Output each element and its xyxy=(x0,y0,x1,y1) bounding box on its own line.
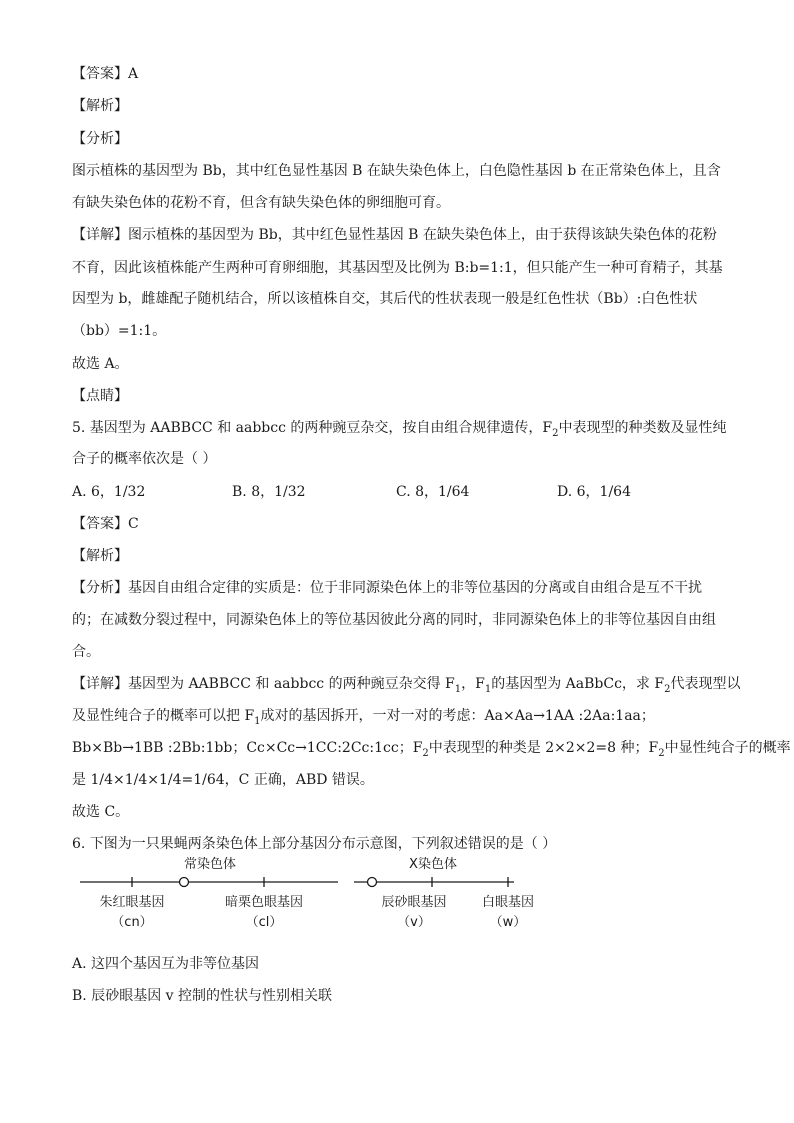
autosome-centromere xyxy=(180,878,189,887)
option-a: A. 6，1/32 xyxy=(72,484,146,500)
question-5-stem-cont: 合子的概率依次是（ ） xyxy=(72,451,217,467)
text-line: 的；在减数分裂过程中，同源染色体上的等位基因彼此分离的同时，非同源染色体上的非等位基因自由组 xyxy=(72,612,716,628)
gene-w-label: 白眼基因 xyxy=(481,895,535,910)
x-chromosome-centromere xyxy=(368,878,377,887)
conclusion-5: 故选 C。 xyxy=(72,804,130,820)
answer-label-5: 【答案】C xyxy=(72,516,139,532)
text-line: 不育，因此该植株能产生两种可育卵细胞，其基因型及比例为 B:b=1:1，但只能产生一种可育精子，其基 xyxy=(72,260,723,276)
question-5-stem: 5. 基因型为 AABBCC 和 aabbcc 的两种豌豆杂交，按自由组合规律遗传，$F_2$中表现型的种类数及显性纯 xyxy=(72,420,727,439)
text-line: 有缺失染色体的花粉不育，但含有缺失染色体的卵细胞可育。 xyxy=(72,195,450,211)
question-6-option-b: B. 辰砂眼基因 v 控制的性状与性别相关联 xyxy=(72,988,332,1004)
text-line: 图示植株的基因型为 Bb，其中红色显性基因 B 在缺失染色体上，白色隐性基因 b 在正常染色体上，且含 xyxy=(72,163,721,179)
gene-v-symbol: （v） xyxy=(397,915,431,930)
text-line: 是 1/4×1/4×1/4=1/64，C 正确，ABD 错误。 xyxy=(72,772,374,788)
chromosome-diagram xyxy=(76,848,536,938)
gene-w-symbol: （w） xyxy=(489,915,527,930)
analysis-label-5: 【解析】 xyxy=(72,548,128,564)
detail-label-5: 【详解】基因型为 AABBCC 和 aabbcc 的两种豌豆杂交得 $F_1$，$F_1$的基因型为 AaBbCc，求 $F_2$代表现型以 xyxy=(72,676,741,695)
gene-cl-symbol: （cl） xyxy=(245,915,283,930)
analysis-label-4: 【解析】 xyxy=(72,98,128,114)
question-6-stem: 6. 下图为一只果蝇两条染色体上部分基因分布示意图，下列叙述错误的是（ ） xyxy=(72,836,557,852)
detail-label-4: 【详解】图示植株的基因型为 Bb，其中红色显性基因 B 在缺失染色体上，由于获得该缺失染色体的花粉 xyxy=(72,227,717,243)
text-line: Bb×Bb→1BB :2Bb:1bb；Cc×Cc→1CC:2Cc:1cc；$F_2$中表现型的种类是 2×2×2=8 种；$F_2$中显性纯合子的概率 xyxy=(72,740,791,759)
question-6-option-a: A. 这四个基因互为非等位基因 xyxy=(72,956,260,972)
gene-cn-symbol: （cn） xyxy=(111,915,153,930)
autosome-title: 常染色体 xyxy=(183,857,237,872)
option-c: C. 8，1/64 xyxy=(396,484,470,500)
fenxi-label-4: 【分析】 xyxy=(72,131,128,147)
dianjing-label-4: 【点睛】 xyxy=(72,388,128,404)
text-line: 及显性纯合子的概率可以把 $F_1$成对的基因拆开，一对一对的考虑：Aa×Aa→1AA :2Aa:1aa； xyxy=(72,708,655,727)
text-line: （bb）=1:1。 xyxy=(72,323,167,339)
option-d: D. 6，1/64 xyxy=(557,484,631,500)
gene-cl-label: 暗栗色眼基因 xyxy=(224,895,304,910)
gene-v-label: 辰砂眼基因 xyxy=(381,895,447,910)
fenxi-label-5: 【分析】基因自由组合定律的实质是：位于非同源染色体上的非等位基因的分离或自由组合是互不干扰 xyxy=(72,580,702,596)
conclusion-4: 故选 A。 xyxy=(72,356,129,372)
x-chromosome-title: X染色体 xyxy=(409,857,457,872)
answer-label-4: 【答案】A xyxy=(72,66,139,82)
option-b: B. 8，1/32 xyxy=(232,484,306,500)
text-line: 因型为 b，雌雄配子随机结合，所以该植株自交，其后代的性状表现一般是红色性状（Bb）:白色性状 xyxy=(72,291,698,307)
gene-cn-label: 朱红眼基因 xyxy=(99,895,165,910)
text-line: 合。 xyxy=(72,644,100,660)
